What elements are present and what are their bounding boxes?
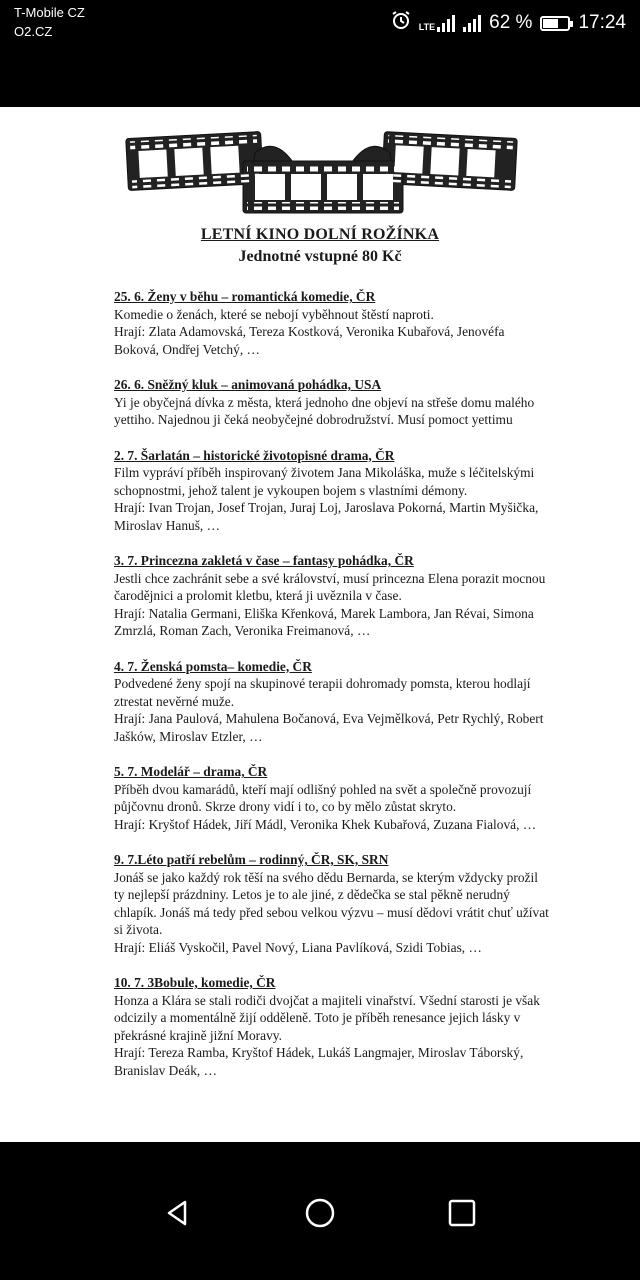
cinema-title: LETNÍ KINO DOLNÍ ROŽÍNKA: [200, 226, 440, 243]
screening-cast: Hrají: Jana Paulová, Mahulena Bočanová, Eva Vejmělková, Petr Rychlý, Robert Jašków, Miroslav Etzler, …: [114, 711, 544, 744]
screening-description: Komedie o ženách, které se nebojí vyběhnout štěstí naproti.: [114, 306, 434, 322]
screening-heading: 3. 7. Princezna zakletá v čase – fantasy pohádka, ČR: [114, 553, 414, 568]
carrier-name-secondary: O2.CZ: [14, 24, 53, 39]
screening-heading: 2. 7. Šarlatán – historické životopisné drama, ČR: [114, 447, 395, 463]
film-strip-logo: [125, 125, 520, 217]
screening-heading: 26. 6. Sněžný kluk – animovaná pohádka, USA: [114, 377, 382, 392]
status-bar: [0, 0, 640, 107]
screening-list: [114, 288, 550, 1097]
screening-entry: [114, 376, 550, 429]
screening-cast: Hrají: Tereza Ramba, Kryštof Hádek, Lukáš Langmajer, Miroslav Táborský, Branislav Deák, …: [114, 1045, 524, 1078]
screening-description: Jestli chce zachránit sebe a své království, musí princezna Elena porazit mocnou čarodějnici a prolomit kletbu, která ji uvěznila v čase.: [114, 570, 546, 603]
screening-cast: Hrají: Eliáš Vyskočil, Pavel Nový, Liana Pavlíková, Szidi Tobias, …: [114, 939, 482, 955]
alarm-icon: [391, 10, 411, 36]
screening-description: Jonáš se jako každý rok těší na svého dědu Bernarda, se kterým vždycky prožil ty nejlepší prázdniny. Letos je to ale jiné, z dědečka se stal pěkně nerudný chlapík. Jonáš má tedy před sebou velkou výzvu – musí dědovi vrátit chuť užívat si života.: [114, 869, 549, 937]
screening-heading: 10. 7. 3Bobule, komedie, ČR: [114, 975, 276, 990]
admission-price: Jednotné vstupné 80 Kč: [238, 248, 402, 265]
lte-signal-icon: [419, 14, 455, 32]
screening-heading: 25. 6. Ženy v běhu – romantická komedie, ČR: [114, 289, 376, 304]
screening-entry: [114, 552, 550, 640]
screening-description: Podvedené ženy spojí na skupinové terapii dohromady pomsta, kterou hodlají ztrestat nevěrné muže.: [114, 676, 531, 709]
screening-description: Film vypráví příběh inspirovaný životem Jana Mikoláška, muže s léčitelskými schopnostmi, jehož talent je vykoupen bojem s vlastními démony.: [114, 465, 535, 498]
screening-entry: [114, 851, 550, 956]
signal-icon: [463, 14, 481, 32]
screening-description: Honza a Klára se stali rodiči dvojčat a majiteli vinařství. Všední starosti je však odcizily a momentálně žijí odděleně. Toto je příběh renesance jejich lásky v překrásné krajině jižní Moravy.: [114, 992, 540, 1043]
recents-button[interactable]: [440, 1191, 484, 1235]
screening-description: Yi je obyčejná dívka z města, která jednoho dne objeví na střeše domu malého yettiho. Najednou ji čeká neobyčejné dobrodružství. Musí pomoct yettimu: [114, 394, 535, 427]
screening-cast: Hrají: Zlata Adamovská, Tereza Kostková, Veronika Kubařová, Jenovéfa Boková, Ondřej Vetchý, …: [114, 324, 505, 357]
home-icon: [304, 1197, 336, 1229]
screening-cast: Hrají: Natalia Germani, Eliška Křenková, Marek Lambora, Jan Révai, Simona Zmrzlá, Roman Zach, Veronika Freimanová, …: [114, 605, 534, 638]
carrier-name: T-Mobile CZ: [14, 5, 85, 20]
home-button[interactable]: [298, 1191, 342, 1235]
screening-entry: [114, 447, 550, 535]
screening-description: Příběh dvou kamarádů, kteří mají odlišný pohled na svět a společně provozují půjčovnu dronů. Skrze drony vidí i to, co by mělo zůstat skryto.: [114, 781, 532, 814]
screening-entry: [114, 763, 550, 833]
screening-heading: 4. 7. Ženská pomsta– komedie, ČR: [114, 658, 312, 674]
screening-heading: 5. 7. Modelář – drama, ČR: [114, 764, 268, 779]
battery-percent: 62 %: [489, 12, 533, 33]
screening-entry: [114, 658, 550, 746]
screening-cast: Hrají: Ivan Trojan, Josef Trojan, Juraj Loj, Jaroslava Pokorná, Martin Myšička, Miroslav Hanuš, …: [114, 500, 539, 533]
screening-entry: [114, 288, 550, 358]
recents-icon: [447, 1198, 477, 1228]
screening-heading: 9. 7.Léto patří rebelům – rodinný, ČR, SK, SRN: [114, 852, 389, 867]
navigation-bar: [0, 1142, 640, 1280]
network-type: LTE: [418, 22, 436, 32]
battery-icon: [540, 16, 570, 31]
clock: 17:24: [578, 12, 626, 33]
screening-cast: Hrají: Kryštof Hádek, Jiří Mádl, Veronika Khek Kubařová, Zuzana Fialová, …: [114, 816, 537, 832]
back-button[interactable]: [156, 1191, 200, 1235]
screening-entry: [114, 974, 550, 1079]
back-icon: [163, 1198, 193, 1228]
poster-page: [0, 107, 640, 1142]
status-icons: [391, 8, 626, 38]
